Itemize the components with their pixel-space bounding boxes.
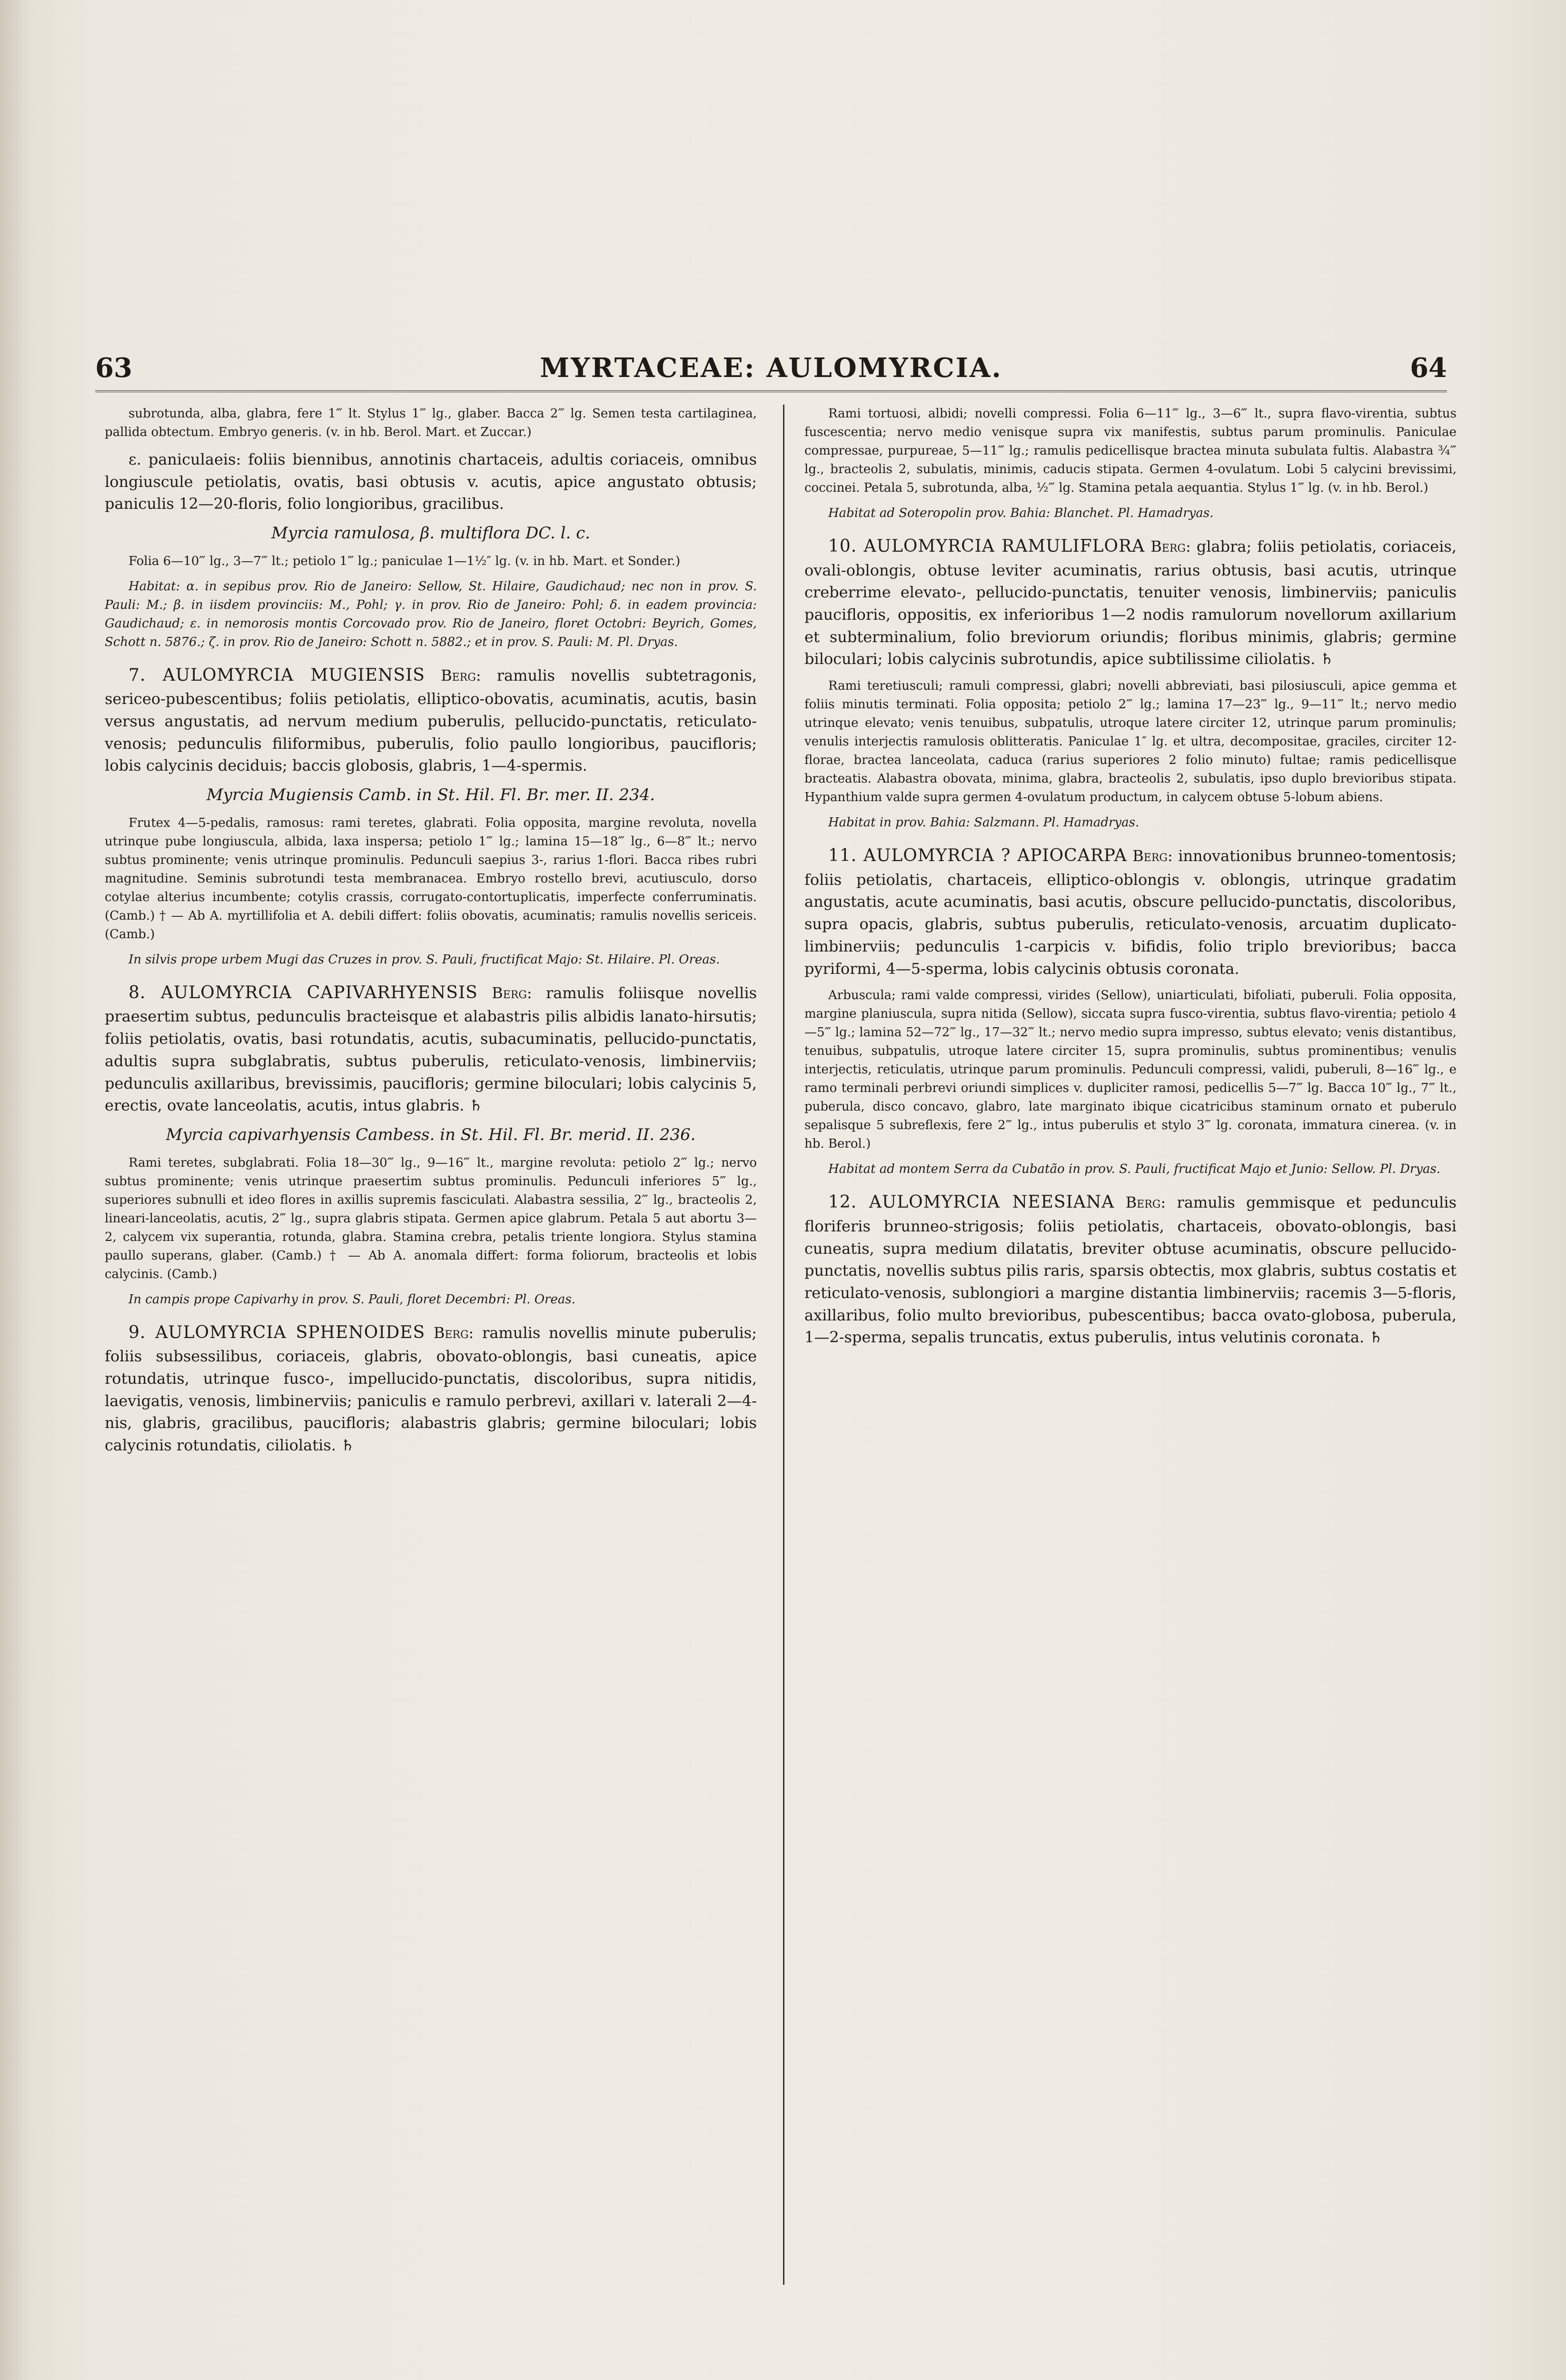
species-name: 8. AULOMYRCIA CAPIVARHYENSIS [129, 982, 478, 1002]
synonym: Myrcia ramulosa, β. multiflora DC. l. c. [271, 524, 590, 543]
page-number-right: 64 [1410, 352, 1447, 384]
column-divider [783, 405, 784, 2285]
habitat: Habitat ad Soteropolin prov. Bahia: Blanchet. Pl. Hamadryas. [828, 506, 1214, 520]
species-diagnosis: : glabra; foliis petiolatis, coriaceis, ovali-oblongis, obtuse leviter acuminatis, rarius obtusis, basi acutis, utrinque creberrime elevato-, pellucido-punctatis, tenuiter venosis, limbinerviis; paniculis paucifloris, oppositis, ex inferioribus 1—2 nodis ramulorum novellorum axillarium et subterminalium, folio breviorum oriundis; floribus minimis, glabris; germine biloculari; lobis calycinis subrotundis, apice subtilissime ciliolatis. ♄ [804, 537, 1457, 668]
page-number-left: 63 [95, 352, 132, 384]
synonym: Myrcia capivarhyensis Cambess. in St. Hil. Fl. Br. merid. II. 236. [166, 1125, 696, 1144]
species-name: 12. AULOMYRCIA NEESIANA [828, 1192, 1115, 1212]
description: Frutex 4—5-pedalis, ramosus: rami teretes, glabrati. Folia opposita, margine revoluta, novella utrinque pube longiuscula, albida, laxa inspersa; petiolo 1‴ lg.; lamina 15—18‴ lg., 6—8‴ lt.; nervo subtus prominente; venis utrinque prominulis. Pedunculi saepius 3-, rarius 1-flori. Bacca ribes rubri magnitudine. Seminis subrotundi testa membranacea. Embryo rostello brevi, acutiusculo, dorso cotylae alterius incumbente; cotylis crassis, corrugato-contortuplicatis, imperfecte conferruminatis. (Camb.) † — Ab A. myrtillifolia et A. debili differt: foliis obovatis, acuminatis; ramulis novellis sericeis. (Camb.) [105, 815, 757, 942]
species-11 [804, 843, 1457, 980]
description: Arbuscula; rami valde compressi, virides (Sellow), uniarticulati, bifoliati, puberuli. Folia opposita, margine planiuscula, supra nitida (Sellow), siccata supra fusco-virentia, subtus flavo-virentia; petiolo 4—5‴ lg.; lamina 52—72‴ lg., 17—32‴ lt.; nervo medio supra impresso, subtus elevato; venis distantibus, tenuibus, subpatulis, utroque latere circiter 15, supra prominulis, subtus prominentibus; venulis interjectis, reticulatis, utrinque parum prominulis. Pedunculi compressi, validi, puberuli, 8—16‴ lg., e ramo terminali perbrevi oriundi simplices v. dupliciter ramosi, pedicellis 5—7‴ lg. Bacca 10‴ lg., 7‴ lt., puberula, disco concavo, glabro, late marginato ibique cicatricibus staminum ornato et puberulo sepalisque 5 subreflexis, fere 2‴ lg., intus puberulis et stylo 3‴ lg. coronata, immatura cinerea. (v. in hb. Berol.) [804, 988, 1457, 1151]
paragraph: ε. paniculaeis: foliis biennibus, annotinis chartaceis, adultis coriaceis, omnibus longiuscule petiolatis, ovatis, basi obtusis v. acutis, apice angustato obtusis; paniculis 12—20-floris, folio longioribus, gracilibus. [105, 450, 757, 513]
paragraph: subrotunda, alba, glabra, fere 1‴ lt. Stylus 1‴ lg., glaber. Bacca 2‴ lg. Semen testa cartilaginea, pallida obtectum. Embryo generis. (v. in hb. Berol. Mart. et Zuccar.) [105, 407, 757, 439]
header-rule [95, 390, 1447, 392]
left-column [105, 405, 757, 2299]
description: Rami teretes, subglabrati. Folia 18—30‴ lg., 9—16‴ lt., margine revoluta: petiolo 2‴ lg.; nervo subtus prominente; venis utrinque praesertim subtus prominulis. Pedunculi inferiores 5‴ lg., superiores subnulli et ideo flores in axillis supremis fasciculati. Alabastra sessilia, 2‴ lg., bracteolis 2, lineari-lanceolatis, acutis, 2‴ lg., supra glabris stipata. Germen apice glabrum. Petala 5 aut abortu 3—2, calycem vix superantia, rotunda, glabra. Stamina crebra, petalis triente longiora. Stylus stamina paullo superans, glaber. (Camb.) † — Ab A. anomala differt: forma foliorum, bracteolis et lobis calycinis. (Camb.) [105, 1155, 757, 1281]
species-9 [105, 1320, 757, 1457]
species-author: Berg [1150, 537, 1186, 555]
habitat: Habitat ad montem Serra da Cubatão in prov. S. Pauli, fructificat Majo et Junio: Sellow. Pl. Dryas. [828, 1162, 1441, 1177]
species-name: 11. AULOMYRCIA ? APIOCARPA [828, 846, 1127, 866]
binding-shadow [0, 0, 29, 2380]
species-diagnosis: : ramulis foliisque novellis praesertim subtus, pedunculis bracteisque et alabastris pilis albidis lanato-hirsutis; foliis petiolatis, ovatis, basi rotundatis, acutis, subacuminatis, pellucido-punctatis, adultis supra subglabratis, subtus puberulis, reticulato-venosis, limbinerviis; pedunculis axillaribus, brevissimis, paucifloris; germine biloculari; lobis calycinis 5, erectis, ovate lanceolatis, acutis, intus glabris. ♄ [105, 983, 757, 1115]
species-10 [804, 534, 1457, 670]
species-author: Berg [1125, 1193, 1161, 1212]
right-column [804, 405, 1457, 2299]
species-diagnosis: : ramulis novellis minute puberulis; foliis subsessilibus, coriaceis, glabris, obovato-oblongis, basi cuneatis, apice rotundatis, utrinque fusco-, impellucido-punctatis, discoloribus, supra nitidis, laevigatis, venosis, limbinerviis; paniculis e ramulo perbrevi, axillari v. laterali 2—4-nis, glabris, gracilibus, paucifloris; alabastris glabris; germine biloculari; lobis calycinis rotundatis, ciliolatis. ♄ [105, 1323, 757, 1455]
species-author: Berg [441, 666, 476, 684]
species-diagnosis: : innovationibus brunneo-tomentosis; foliis petiolatis, chartaceis, elliptico-oblongis v. oblongis, utrinque gradatim angustatis, acute acuminatis, basi acutis, obscure pellucido-punctatis, discoloribus, supra opacis, glabris, subtus puberulis, reticulato-venosis, arcuatim duplicato-limbinerviis; pedunculis 1-carpicis v. bifidis, folio triplo brevioribus; bacca pyriformi, 4—5-sperma, lobis calycinis obtusis coronata. [804, 847, 1457, 978]
habitat: In campis prope Capivarhy in prov. S. Pauli, floret Decembri: Pl. Oreas. [129, 1292, 575, 1307]
habitat: Habitat in prov. Bahia: Salzmann. Pl. Hamadryas. [828, 815, 1140, 830]
species-8 [105, 981, 757, 1117]
species-name: 9. AULOMYRCIA SPHENOIDES [129, 1322, 426, 1342]
species-12 [804, 1190, 1457, 1349]
description: Rami teretiusculi; ramuli compressi, glabri; novelli abbreviati, basi pilosiusculi, apice gemma et foliis minutis terminati. Folia opposita; petiolo 2‴ lg.; lamina 17—23‴ lg., 9—11‴ lt.; nervo medio utrinque elevato; venis tenuibus, subpatulis, utroque latere circiter 12, utrinque parum prominulis; venulis interjectis ramulosis oblitteratis. Paniculae 1″ lg. et ultra, decompositae, graciles, circiter 12-florae, bractea lanceolata, caduca (rarius superiores 2 folio minuto) fultae; ramis pedicellisque bracteatis. Alabastra obovata, minima, glabra, bracteolis 2, subulatis, ipso duplo brevioribus stipata. Hypanthium valde supra germen 4-ovulatum productum, in calycem obtuse 5-lobum abiens. [804, 679, 1457, 805]
page-header [95, 347, 1447, 405]
species-author: Berg [433, 1323, 469, 1342]
species-7 [105, 663, 757, 777]
running-title: MYRTACEAE: AULOMYRCIA. [540, 352, 1002, 384]
habitat: In silvis prope urbem Mugi das Cruzes in prov. S. Pauli, fructificat Majo: St. Hilaire. Pl. Oreas. [129, 952, 720, 967]
species-author: Berg [492, 983, 527, 1002]
habitat: Habitat: α. in sepibus prov. Rio de Janeiro: Sellow, St. Hilaire, Gaudichaud; nec non in prov. S. Pauli: M.; β. in iisdem provinciis: M., Pohl; γ. in prov. Rio de Janeiro: Pohl; δ. in eadem provincia: Gaudichaud; ε. in nemorosis montis Corcovado prov. Rio de Janeiro, floret Octobri: Beyrich, Gomes, Schott n. 5876.; ζ. in prov. Rio de Janeiro: Schott n. 5882.; et in prov. S. Pauli: M. Pl. Dryas. [105, 579, 757, 649]
species-diagnosis: : ramulis gemmisque et pedunculis floriferis brunneo-strigosis; foliis petiolatis, chartaceis, obovato-oblongis, basi cuneatis, supra medium dilatatis, breviter obtuse acuminatis, obscure pellucido-punctatis, novellis subtus pilis raris, sparsis obtectis, mox glabris, subtus costatis et reticulato-venosis, sublongiori a margine distantia limbinerviis; racemis 3—5-floris, axillaribus, folio multo brevioribus, pubescentibus; bacca ovato-globosa, puberula, 1—2-sperma, sepalis truncatis, extus puberulis, intus velutinis coronata. ♄ [804, 1193, 1457, 1347]
species-name: 10. AULOMYRCIA RAMULIFLORA [828, 536, 1145, 556]
species-author: Berg [1132, 847, 1168, 865]
species-diagnosis: : ramulis novellis subtetragonis, sericeo-pubescentibus; foliis petiolatis, elliptico-obovatis, acuminatis, acutis, basin versus angustatis, ad nervum medium puberulis, pellucido-punctatis, reticulato-venosis; pedunculis filiformibus, puberulis, folio paullo longioribus, paucifloris; lobis calycinis deciduis; baccis globosis, glabris, 1—4-spermis. [105, 666, 757, 775]
species-name: 7. AULOMYRCIA MUGIENSIS [129, 665, 425, 685]
paragraph: Folia 6—10‴ lg., 3—7‴ lt.; petiolo 1‴ lg.; paniculae 1—1½″ lg. (v. in hb. Mart. et Sonder.) [129, 554, 681, 568]
synonym: Myrcia Mugiensis Camb. in St. Hil. Fl. Br. mer. II. 234. [206, 785, 655, 805]
description: Rami tortuosi, albidi; novelli compressi. Folia 6—11‴ lg., 3—6‴ lt., supra flavo-virentia, subtus fuscescentia; nervo medio venisque supra vix manifestis, subtus parum prominulis. Paniculae compressae, purpureae, 5—11‴ lg.; ramulis pedicellisque bractea minuta subulata fultis. Alabastra ¾‴ lg., bracteolis 2, subulatis, minimis, caducis stipata. Germen 4-ovulatum. Lobi 5 calycini brevissimi, coccinei. Petala 5, subrotunda, alba, ½‴ lg. Stamina petala aequantia. Stylus 1‴ lg. (v. in hb. Berol.) [804, 407, 1457, 495]
